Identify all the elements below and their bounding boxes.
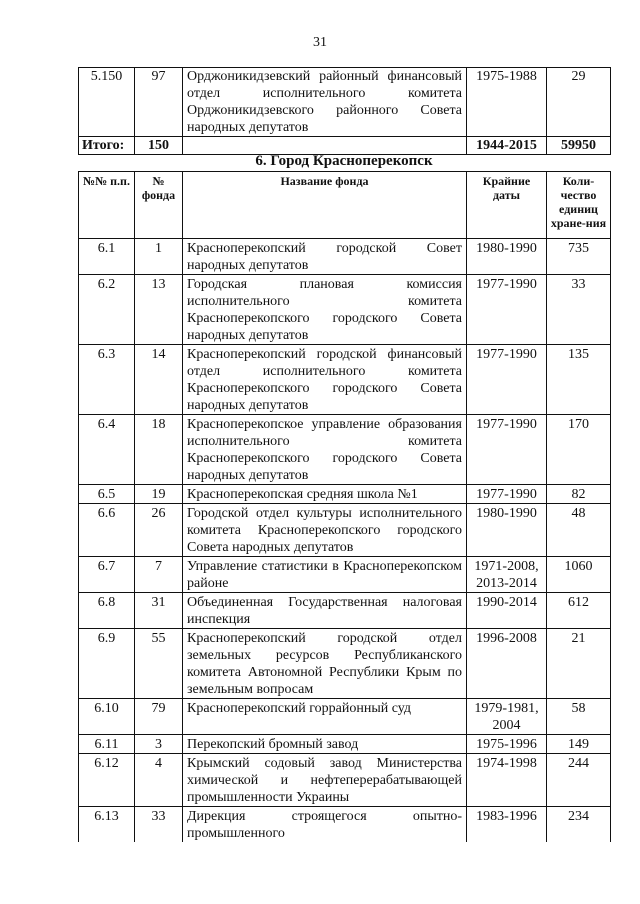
fond-dates: 1980-1990	[467, 239, 547, 275]
fond-number: 31	[135, 593, 183, 629]
fond-number: 7	[135, 557, 183, 593]
row-number: 6.8	[79, 593, 135, 629]
storage-count: 735	[547, 239, 611, 275]
row-number: 6.6	[79, 504, 135, 557]
row-number: 6.9	[79, 629, 135, 699]
storage-count: 170	[547, 415, 611, 485]
fond-dates: 1996-2008	[467, 629, 547, 699]
fond-number: 97	[135, 68, 183, 137]
total-row	[79, 137, 611, 155]
table-row	[79, 593, 611, 629]
fond-number: 14	[135, 345, 183, 415]
fond-number: 1	[135, 239, 183, 275]
archive-fonds-table	[78, 171, 611, 842]
section-title: 6. Город Красноперекопск	[255, 153, 433, 169]
row-number: 6.5	[79, 485, 135, 504]
table-header-row	[79, 172, 611, 239]
table-body	[79, 239, 611, 843]
storage-count: 135	[547, 345, 611, 415]
storage-count: 612	[547, 593, 611, 629]
header-fond-number: № фонда	[135, 172, 183, 239]
fond-dates: 1975-1988	[467, 68, 547, 137]
fond-number: 19	[135, 485, 183, 504]
storage-count: 244	[547, 754, 611, 807]
fond-dates: 1990-2014	[467, 593, 547, 629]
total-count: 59950	[547, 137, 611, 155]
fond-number: 18	[135, 415, 183, 485]
fond-dates: 1975-1996	[467, 735, 547, 754]
table-row	[79, 345, 611, 415]
fond-name: Крымский содовый завод Министерства химической и нефтеперерабатывающей промышленности Украины	[183, 754, 467, 807]
row-number: 6.11	[79, 735, 135, 754]
previous-section-table	[78, 67, 611, 155]
fond-number: 26	[135, 504, 183, 557]
row-number: 6.3	[79, 345, 135, 415]
fond-name: Красноперекопский городской Совет народных депутатов	[183, 239, 467, 275]
row-number: 6.1	[79, 239, 135, 275]
table-row	[79, 415, 611, 485]
fond-dates: 1971-2008, 2013-2014	[467, 557, 547, 593]
fond-name: Красноперекопский городской отдел земельных ресурсов Республиканского комитета Автономной Республики Крым по земельным вопросам	[183, 629, 467, 699]
row-number: 6.2	[79, 275, 135, 345]
fond-name: Дирекция строящегося опытно-промышленного	[183, 807, 467, 843]
fond-dates: 1977-1990	[467, 275, 547, 345]
storage-count: 1060	[547, 557, 611, 593]
fond-number: 55	[135, 629, 183, 699]
fond-dates: 1983-1996	[467, 807, 547, 843]
table-row	[79, 699, 611, 735]
total-fond: 150	[135, 137, 183, 155]
fond-number: 79	[135, 699, 183, 735]
fond-dates: 1979-1981, 2004	[467, 699, 547, 735]
table-row	[79, 485, 611, 504]
fond-dates: 1980-1990	[467, 504, 547, 557]
storage-count: 234	[547, 807, 611, 843]
fond-name: Красноперекопское управление образования исполнительного комитета Красноперекопского городского Совета народных депутатов	[183, 415, 467, 485]
storage-count: 29	[547, 68, 611, 137]
table-row	[79, 275, 611, 345]
fond-number: 13	[135, 275, 183, 345]
row-number: 5.150	[79, 68, 135, 137]
total-label: Итого:	[79, 137, 135, 155]
fond-name: Объединенная Государственная налоговая инспекция	[183, 593, 467, 629]
table-row	[79, 557, 611, 593]
storage-count: 48	[547, 504, 611, 557]
storage-count: 82	[547, 485, 611, 504]
fond-name: Городской отдел культуры исполнительного комитета Красноперекопского городского Совета народных депутатов	[183, 504, 467, 557]
fond-number: 33	[135, 807, 183, 843]
storage-count: 21	[547, 629, 611, 699]
fond-name: Перекопский бромный завод	[183, 735, 467, 754]
table-row	[79, 807, 611, 843]
table-row	[79, 68, 611, 137]
fond-name: Орджоникидзевский районный финансовый отдел исполнительного комитета Орджоникидзевского районного Совета народных депутатов	[183, 68, 467, 137]
row-number: 6.10	[79, 699, 135, 735]
fond-dates: 1974-1998	[467, 754, 547, 807]
row-number: 6.12	[79, 754, 135, 807]
fond-number: 3	[135, 735, 183, 754]
table-row	[79, 629, 611, 699]
fond-number: 4	[135, 754, 183, 807]
storage-count: 33	[547, 275, 611, 345]
storage-count: 149	[547, 735, 611, 754]
total-empty	[183, 137, 467, 155]
header-row-number: №№ п.п.	[79, 172, 135, 239]
fond-dates: 1977-1990	[467, 345, 547, 415]
header-storage-count: Коли-чество единиц хране-ния	[547, 172, 611, 239]
page-number: 31	[313, 35, 327, 50]
header-fond-name: Название фонда	[183, 172, 467, 239]
table-row	[79, 239, 611, 275]
fond-name: Красноперекопский городской финансовый отдел исполнительного комитета Красноперекопского городского Совета народных депутатов	[183, 345, 467, 415]
row-number: 6.7	[79, 557, 135, 593]
fond-name: Городская плановая комиссия исполнительного комитета Красноперекопского городского Совета народных депутатов	[183, 275, 467, 345]
table-row	[79, 504, 611, 557]
row-number: 6.4	[79, 415, 135, 485]
fond-dates: 1977-1990	[467, 485, 547, 504]
fond-dates: 1977-1990	[467, 415, 547, 485]
fond-name: Красноперекопский горрайонный суд	[183, 699, 467, 735]
row-number: 6.13	[79, 807, 135, 843]
header-dates: Крайние даты	[467, 172, 547, 239]
fond-name: Красноперекопская средняя школа №1	[183, 485, 467, 504]
table-row	[79, 735, 611, 754]
total-dates: 1944-2015	[467, 137, 547, 155]
table-row	[79, 754, 611, 807]
fond-name: Управление статистики в Красноперекопском районе	[183, 557, 467, 593]
storage-count: 58	[547, 699, 611, 735]
